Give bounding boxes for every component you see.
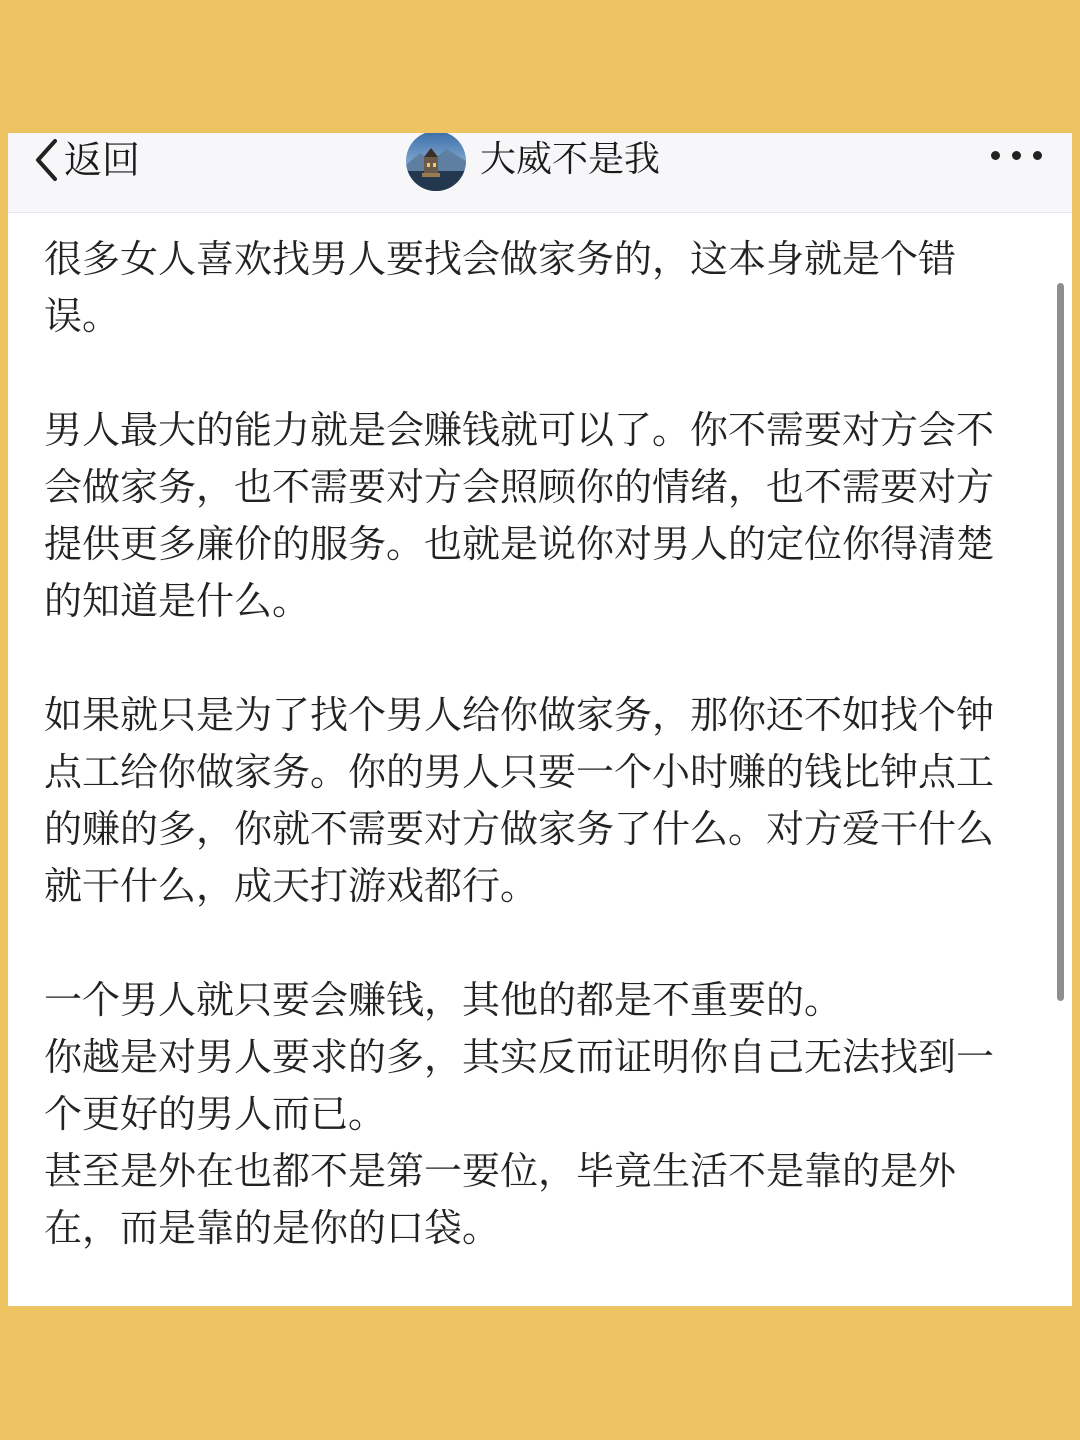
chat-card (8, 133, 1072, 1306)
more-dots-icon[interactable] (991, 151, 1042, 160)
back-label: 返回 (64, 138, 141, 182)
avatar[interactable] (406, 133, 466, 191)
message-content (44, 231, 1024, 1257)
chevron-left-icon (34, 138, 58, 182)
paragraph-3: 如果就只是为了找个男人给你做家务，那你还不如找个钟点工给你做家务。你的男人只要一个小时赚的钱比钟点工的赚的多，你就不需要对方做家务了什么。对方爱干什么就干什么，成天打游戏都行。 (44, 693, 995, 908)
paragraph-2: 男人最大的能力就是会赚钱就可以了。你不需要对方会不会做家务，也不需要对方会照顾你的情绪，也不需要对方提供更多廉价的服务。也就是说你对男人的定位你得清楚的知道是什么。 (44, 408, 995, 623)
back-button[interactable] (34, 135, 140, 185)
paragraph-1: 很多女人喜欢找男人要找会做家务的，这本身就是个错误。 (44, 237, 957, 338)
page-title: 大威不是我 (480, 139, 661, 180)
title-area[interactable] (406, 133, 660, 187)
scrollbar[interactable] (1057, 283, 1064, 1001)
top-navbar (8, 133, 1072, 213)
paragraph-4: 一个男人就只要会赚钱，其他的都是不重要的。 你越是对男人要求的多，其实反而证明你自己无法找到一个更好的男人而已。 甚至是外在也都不是第一要位，毕竟生活不是靠的是外在，而是靠的是你的口袋。 (44, 978, 995, 1250)
